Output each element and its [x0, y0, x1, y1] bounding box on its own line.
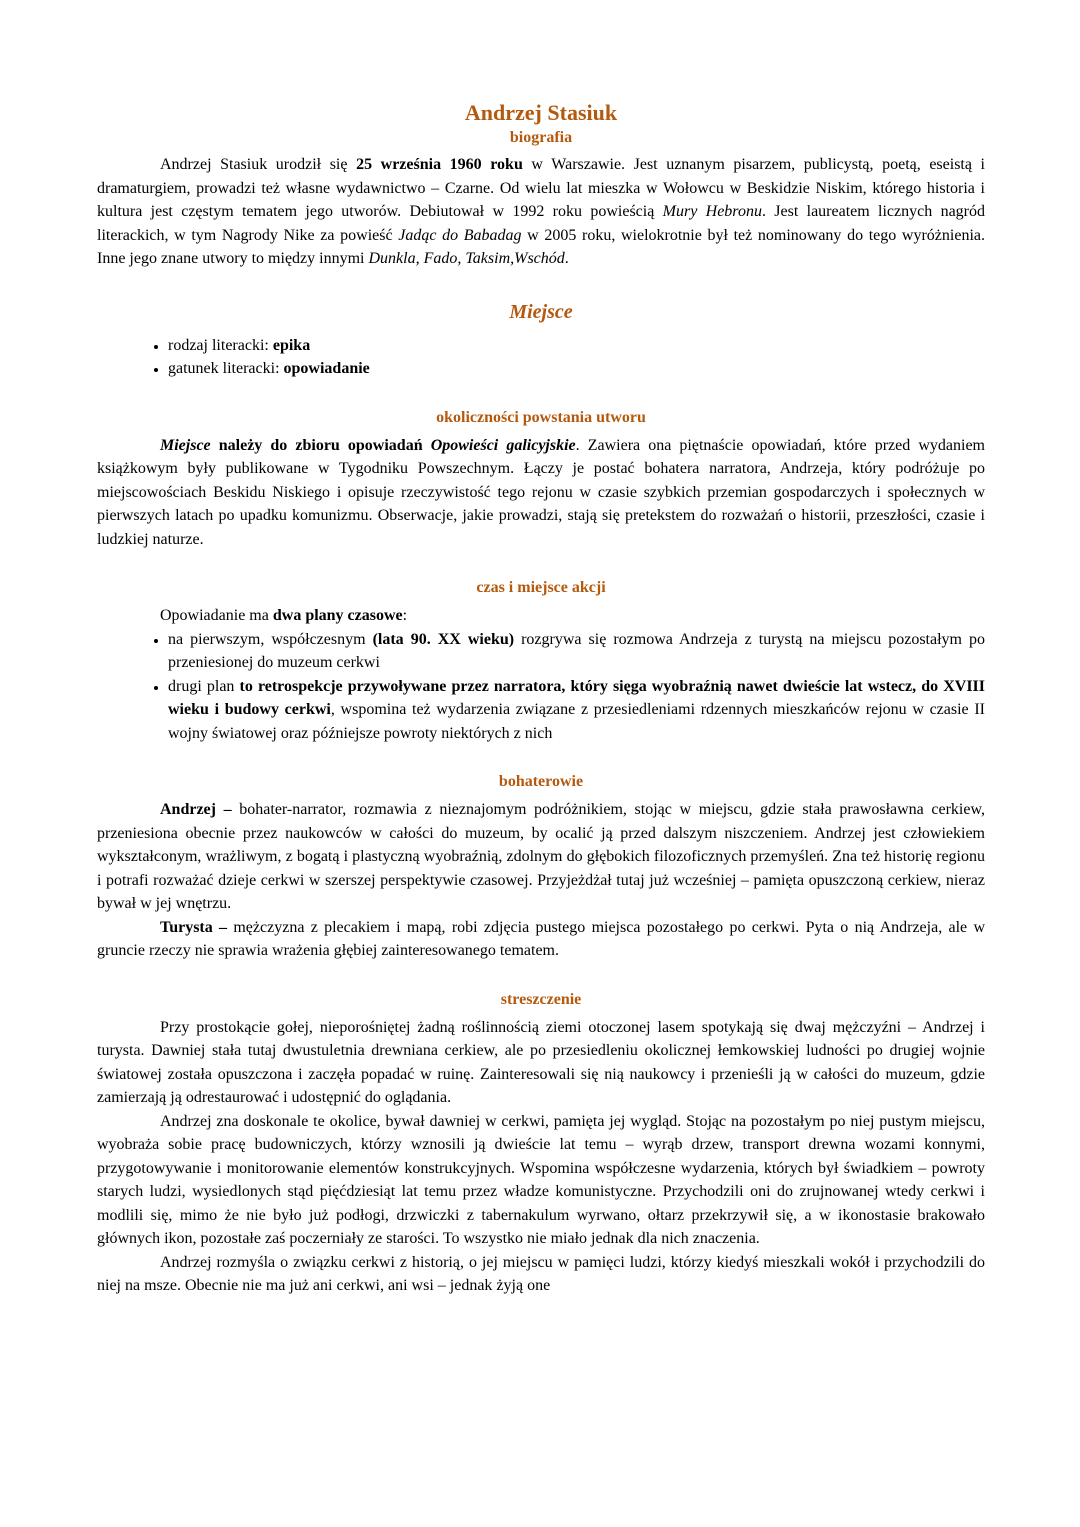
streszczenie-paragraph-3: Andrzej rozmyśla o związku cerkwi z historią, o jej miejscu w pamięci ludzi, którzy kiedyś mieszkali wokół i przychodzili do niej na msze. Obecnie nie ma już ani cerkwi, ani wsi – jednak żyją one	[97, 1253, 985, 1294]
document-title: Andrzej Stasiuk	[464, 100, 618, 125]
work-title-heading: Miejsce	[509, 300, 573, 323]
czas-intro-line: Opowiadanie ma dwa plany czasowe:	[160, 607, 408, 624]
list-item-gatunek-literacki: • gatunek literacki: opowiadanie	[168, 357, 985, 381]
section-heading-streszczenie: streszczenie	[500, 990, 582, 1008]
section-heading-bohaterowie: bohaterowie	[498, 773, 584, 790]
section-heading-okolicznosci: okoliczności powstania utworu	[436, 408, 646, 426]
biography-paragraph: Andrzej Stasiuk urodził się 25 września 1960 roku w Warszawie. Jest uznanym pisarzem, publicystą, poetą, eseistą i dramaturgiem, prowadzi też własne wydawnictwo – Czarne. Od wielu lat mieszka w Wołowcu w Beskidzie Niskim, którego historia i kultura jest częstym tematem jego utworów. Debiutował w 1992 roku powieścią Mury Hebronu. Jest laureatem licznych nagród literackich, w tym Nagrody Nike za powieść Jadąc do Babadag w 2005 roku, wielokrotnie był też nominowany do tego wyróżnienia. Inne jego znane utwory to między innymi Dunkla, Fado, Taksim,Wschód.	[97, 156, 985, 267]
genre-list	[97, 334, 985, 381]
okolicznosci-paragraph: Miejsce należy do zbioru opowiadań Opowieści galicyjskie. Zawiera ona piętnaście opowiadań, które przed wydaniem książkowym były publikowane w Tygodniku Powszechnym. Łączy je postać bohatera narratora, Andrzeja, który podróżuje po miejscowościach Beskidu Niskiego i opisuje rzeczywistość tego rejonu w czasie szybkich przemian gospodarczych i społecznych w pierwszych latach po upadku komunizmu. Obserwacje, jakie prowadzi, stają się pretekstem do rozważań o historii, przeszłości, czasie i ludzkiej naturze.	[97, 436, 985, 548]
document-subtitle: biografia	[509, 129, 573, 146]
czas-list	[97, 628, 985, 746]
list-item-plan-retrospekcje: • drugi plan to retrospekcje przywoływane przez narratora, który sięga wyobraźnią nawet dwieście lat wstecz, do XVIII wieku i budowy cerkwi, wspomina też wydarzenia związane z przesiedleniami rdzennych mieszkańców rejonu w czasie II wojny światowej oraz późniejsze powroty niektórych z nich	[168, 675, 985, 746]
streszczenie-paragraph-2: Andrzej zna doskonale te okolice, bywał dawniej w cerkwi, pamięta jej wygląd. Stojąc na pozostałym po niej pustym miejscu, wyobraża sobie pracę budowniczych, którzy wznosili ją dwieście lat temu – wyrąb drzew, transport drewna wozami konnymi, przygotowywanie i monitorowanie elementów konstrukcyjnych. Wspomina współczesne wydarzenia, których był świadkiem – powroty starych ludzi, wysiedlonych stąd pięćdziesiąt lat temu przez władze komunistyczne. Przychodzili oni do zrujnowanej wtedy cerkwi i modlili się, mimo że nie było już podłogi, drzwiczki z tabernakulum wyrwano, ołtarz przekrzywił się, a w ikonostasie brakowało głównych ikon, pozostałe zaś poczerniały ze starości. To wszystko nie miało jednak dla nich znaczenia.	[97, 1112, 985, 1247]
section-heading-czas-i-miejsce: czas i miejsce akcji	[476, 579, 606, 596]
bohater-andrzej-paragraph: Andrzej – bohater-narrator, rozmawia z nieznajomym podróżnikiem, stojąc w miejscu, gdzie stała prawosławna cerkiew, przeniesiona obecnie przez naukowców w całości do muzeum, by ocalić ją przed dalszym niszczeniem. Andrzej jest człowiekiem wykształconym, wrażliwym, z bogatą i plastyczną wyobraźnią, zdolnym do głębokich filozoficznych przemyśleń. Zna też historię regionu i potrafi rozważać dzieje cerkwi w szerszej perspektywie czasowej. Przyjeżdżał tutaj już wcześniej – pamięta opuszczoną cerkiew, nieraz bywał w jej wnętrzu.	[97, 801, 985, 912]
list-item-plan-wspolczesny: • na pierwszym, współczesnym (lata 90. XX wieku) rozgrywa się rozmowa Andrzeja z turystą na miejscu pozostałym po przeniesionej do muzeum cerkwi	[168, 628, 985, 675]
bohater-turysta-paragraph: Turysta – mężczyzna z plecakiem i mapą, robi zdjęcia pustego miejsca pozostałego po cerkwi. Pyta o nią Andrzeja, ale w gruncie rzeczy nie sprawia wrażenia głębiej zainteresowanego tematem.	[97, 918, 985, 959]
list-item-rodzaj-literacki: • rodzaj literacki: epika	[168, 334, 985, 358]
streszczenie-paragraph-1: Przy prostokącie gołej, nieporośniętej żadną roślinnością ziemi otoczonej lasem spotykają się dwaj mężczyźni – Andrzej i turysta. Dawniej stała tutaj dwustuletnia drewniana cerkiew, ale po przesiedleniu okolicznej łemkowskiej ludności po drugiej wojnie światowej została opuszczona i zaczęła popadać w ruinę. Zainteresowali się nią naukowcy i przenieśli ją w całości do muzeum, gdzie zamierzają ją odrestaurować i udostępnić do oglądania.	[97, 1018, 985, 1106]
